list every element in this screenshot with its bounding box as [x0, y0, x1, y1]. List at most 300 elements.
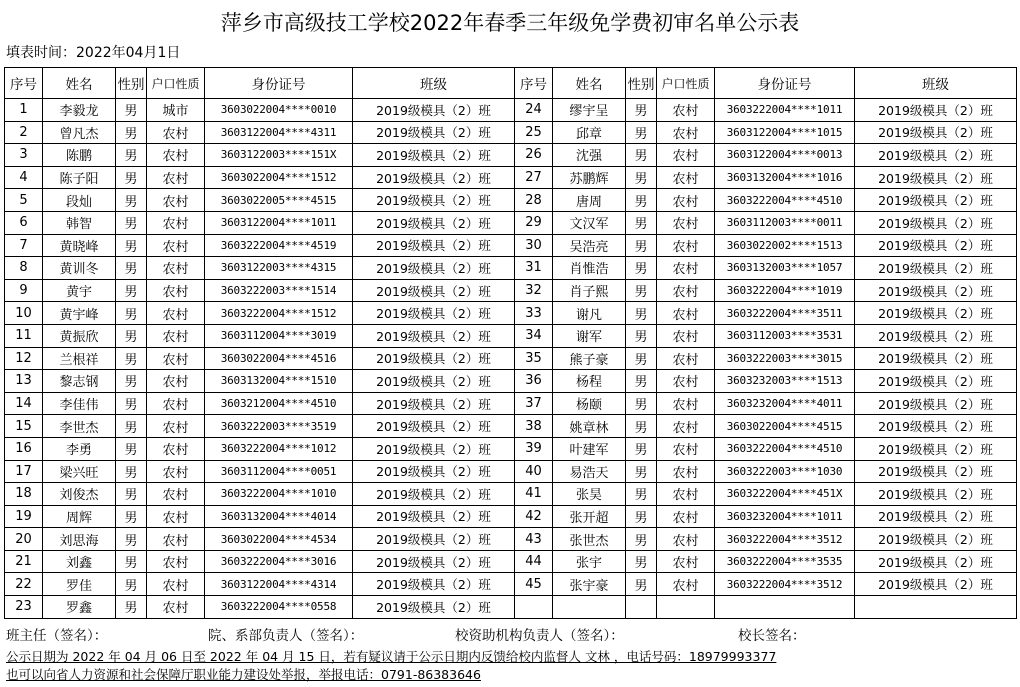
student-name: 肖子熙 [553, 279, 626, 302]
student-name: 韩智 [43, 211, 116, 234]
table-row [5, 483, 1017, 506]
hukou-type: 农村 [657, 370, 715, 393]
table-header-row [5, 68, 1017, 99]
class-name: 2019级模具（2）班 [353, 324, 515, 347]
hukou-type: 农村 [657, 257, 715, 280]
table-row [5, 347, 1017, 370]
row-number: 26 [515, 144, 553, 167]
hukou-type: 农村 [657, 121, 715, 144]
hukou-type: 农村 [147, 189, 205, 212]
hukou-type: 农村 [147, 279, 205, 302]
id-number: 3603222004****3511 [715, 302, 855, 325]
hukou-type: 农村 [147, 121, 205, 144]
id-number: 3603222004****4510 [715, 189, 855, 212]
student-name: 黄振欣 [43, 324, 116, 347]
gender: 男 [116, 550, 147, 573]
student-name: 杨程 [553, 370, 626, 393]
table-row [5, 279, 1017, 302]
id-number: 3603222004****4510 [715, 437, 855, 460]
row-number: 41 [515, 483, 553, 506]
row-number: 39 [515, 437, 553, 460]
id-number: 3603222004****451X [715, 483, 855, 506]
class-name: 2019级模具（2）班 [855, 550, 1017, 573]
class-name: 2019级模具（2）班 [855, 144, 1017, 167]
id-number: 3603222004****1010 [205, 483, 353, 506]
class-name: 2019级模具（2）班 [353, 505, 515, 528]
gender: 男 [626, 505, 657, 528]
student-name: 李毅龙 [43, 99, 116, 122]
gender: 男 [626, 324, 657, 347]
id-number: 3603222004****1019 [715, 279, 855, 302]
gender: 男 [116, 415, 147, 438]
id-number: 3603232004****4011 [715, 392, 855, 415]
id-number: 3603222004****3512 [715, 528, 855, 551]
table-row [5, 392, 1017, 415]
class-name: 2019级模具（2）班 [353, 370, 515, 393]
gender: 男 [116, 573, 147, 596]
hukou-type: 农村 [657, 437, 715, 460]
hukou-type: 农村 [657, 460, 715, 483]
gender: 男 [116, 257, 147, 280]
id-number: 3603122004****1011 [205, 211, 353, 234]
row-number: 22 [5, 573, 43, 596]
id-number: 3603222004****1012 [205, 437, 353, 460]
student-name: 姚章林 [553, 415, 626, 438]
table-body [5, 99, 1017, 619]
hukou-type: 农村 [147, 302, 205, 325]
class-name: 2019级模具（2）班 [855, 528, 1017, 551]
id-number: 3603112004****3019 [205, 324, 353, 347]
class-name: 2019级模具（2）班 [855, 370, 1017, 393]
hukou-type: 农村 [147, 144, 205, 167]
gender: 男 [116, 144, 147, 167]
row-number: 17 [5, 460, 43, 483]
gender: 男 [626, 370, 657, 393]
hukou-type: 农村 [147, 211, 205, 234]
student-name: 叶建军 [553, 437, 626, 460]
row-number: 38 [515, 415, 553, 438]
hukou-type: 农村 [147, 505, 205, 528]
class-name: 2019级模具（2）班 [353, 573, 515, 596]
student-name: 罗鑫 [43, 596, 116, 619]
id-number: 3603122004****0013 [715, 144, 855, 167]
student-name: 杨颐 [553, 392, 626, 415]
class-name: 2019级模具（2）班 [353, 189, 515, 212]
student-name: 李勇 [43, 437, 116, 460]
class-name: 2019级模具（2）班 [855, 347, 1017, 370]
student-name: 李世杰 [43, 415, 116, 438]
gender: 男 [626, 166, 657, 189]
hukou-type: 农村 [147, 483, 205, 506]
row-number: 8 [5, 257, 43, 280]
student-name: 缪宇呈 [553, 99, 626, 122]
id-number: 3603132004****4014 [205, 505, 353, 528]
class-name: 2019级模具（2）班 [855, 121, 1017, 144]
student-name: 李佳伟 [43, 392, 116, 415]
row-number: 30 [515, 234, 553, 257]
hukou-type: 农村 [147, 347, 205, 370]
fill-date: 填表时间：2022年04月1日 [6, 45, 181, 61]
row-number: 21 [5, 550, 43, 573]
gender: 男 [626, 144, 657, 167]
hukou-type: 农村 [657, 505, 715, 528]
hukou-type: 农村 [657, 302, 715, 325]
id-number: 3603112004****0051 [205, 460, 353, 483]
row-number: 45 [515, 573, 553, 596]
hukou-type: 农村 [147, 415, 205, 438]
student-name: 文汉军 [553, 211, 626, 234]
table-row [5, 99, 1017, 122]
class-name: 2019级模具（2）班 [855, 302, 1017, 325]
row-number: 37 [515, 392, 553, 415]
hukou-type: 城市 [147, 99, 205, 122]
row-number: 40 [515, 460, 553, 483]
hukou-type [657, 596, 715, 619]
gender: 男 [116, 189, 147, 212]
id-number: 3603022004****0010 [205, 99, 353, 122]
class-name: 2019级模具（2）班 [353, 257, 515, 280]
gender: 男 [626, 257, 657, 280]
row-number: 1 [5, 99, 43, 122]
gender: 男 [626, 415, 657, 438]
student-name: 刘鑫 [43, 550, 116, 573]
table-row [5, 234, 1017, 257]
student-name: 沈强 [553, 144, 626, 167]
class-name: 2019级模具（2）班 [353, 166, 515, 189]
gender: 男 [116, 437, 147, 460]
student-name: 黎志钢 [43, 370, 116, 393]
roster-table [4, 67, 1017, 619]
id-number: 3603222003****1514 [205, 279, 353, 302]
student-name: 黄训冬 [43, 257, 116, 280]
id-number: 3603232003****1513 [715, 370, 855, 393]
table-row [5, 211, 1017, 234]
row-number: 16 [5, 437, 43, 460]
hukou-type: 农村 [147, 370, 205, 393]
id-number: 3603222003****1030 [715, 460, 855, 483]
class-name: 2019级模具（2）班 [855, 234, 1017, 257]
student-name: 刘思海 [43, 528, 116, 551]
student-name: 黄宇 [43, 279, 116, 302]
id-number: 3603122004****4311 [205, 121, 353, 144]
row-number: 18 [5, 483, 43, 506]
row-number: 33 [515, 302, 553, 325]
class-name: 2019级模具（2）班 [353, 234, 515, 257]
hukou-type: 农村 [657, 550, 715, 573]
class-name: 2019级模具（2）班 [353, 279, 515, 302]
document-title: 萍乡市高级技工学校2022年春季三年级免学费初审名单公示表 [220, 11, 800, 35]
row-number: 3 [5, 144, 43, 167]
row-number: 28 [515, 189, 553, 212]
student-name: 张开超 [553, 505, 626, 528]
hukou-type: 农村 [147, 550, 205, 573]
id-number: 3603132003****1057 [715, 257, 855, 280]
id-number: 3603122003****4315 [205, 257, 353, 280]
principal-signature: 校长签名： [738, 628, 806, 644]
hukou-type: 农村 [657, 347, 715, 370]
row-number: 12 [5, 347, 43, 370]
table-row [5, 415, 1017, 438]
id-number: 3603132004****1510 [205, 370, 353, 393]
row-number: 35 [515, 347, 553, 370]
student-name: 陈鹏 [43, 144, 116, 167]
row-number: 36 [515, 370, 553, 393]
row-number [515, 596, 553, 619]
id-number: 3603222004****3535 [715, 550, 855, 573]
gender: 男 [116, 528, 147, 551]
row-number: 32 [515, 279, 553, 302]
hukou-type: 农村 [657, 189, 715, 212]
class-name: 2019级模具（2）班 [855, 437, 1017, 460]
gender: 男 [116, 302, 147, 325]
class-teacher-signature: 班主任（签名）： [6, 628, 108, 644]
gender: 男 [626, 573, 657, 596]
class-name: 2019级模具（2）班 [353, 550, 515, 573]
id-number: 3603222004****1512 [205, 302, 353, 325]
row-number: 9 [5, 279, 43, 302]
hukou-type: 农村 [147, 166, 205, 189]
gender: 男 [626, 99, 657, 122]
student-name: 邱章 [553, 121, 626, 144]
gender: 男 [626, 550, 657, 573]
row-number: 29 [515, 211, 553, 234]
class-name: 2019级模具（2）班 [353, 437, 515, 460]
gender: 男 [116, 121, 147, 144]
id-number: 3603022002****1513 [715, 234, 855, 257]
student-name: 谢军 [553, 324, 626, 347]
dept-head-signature: 院、系部负责人（签名）： [208, 628, 364, 644]
gender: 男 [116, 505, 147, 528]
student-name: 黄宇峰 [43, 302, 116, 325]
row-number: 10 [5, 302, 43, 325]
class-name: 2019级模具（2）班 [353, 392, 515, 415]
gender: 男 [626, 528, 657, 551]
class-name: 2019级模具（2）班 [855, 166, 1017, 189]
id-number: 3603222004****0558 [205, 596, 353, 619]
notice-line-1: 公示日期为 2022 年 04 月 06 日至 2022 年 04 月 15 日，若有疑议请于公示日期内反馈给校内监督人 文林 ，电话号码：18979993377 [6, 649, 777, 664]
id-number: 3603222004****4519 [205, 234, 353, 257]
row-number: 31 [515, 257, 553, 280]
header-class: 班级 [353, 68, 515, 99]
class-name: 2019级模具（2）班 [353, 144, 515, 167]
hukou-type: 农村 [147, 324, 205, 347]
header-no: 序号 [515, 68, 553, 99]
hukou-type: 农村 [657, 528, 715, 551]
hukou-type: 农村 [657, 166, 715, 189]
table-row [5, 528, 1017, 551]
gender: 男 [626, 483, 657, 506]
class-name: 2019级模具（2）班 [855, 573, 1017, 596]
gender: 男 [626, 279, 657, 302]
student-name: 刘俊杰 [43, 483, 116, 506]
row-number: 25 [515, 121, 553, 144]
hukou-type: 农村 [147, 392, 205, 415]
student-name: 张昊 [553, 483, 626, 506]
class-name: 2019级模具（2）班 [855, 211, 1017, 234]
header-id: 身份证号 [715, 68, 855, 99]
gender: 男 [626, 392, 657, 415]
id-number [715, 596, 855, 619]
table-row [5, 121, 1017, 144]
class-name: 2019级模具（2）班 [855, 324, 1017, 347]
gender: 男 [116, 460, 147, 483]
class-name: 2019级模具（2）班 [353, 528, 515, 551]
table-row [5, 144, 1017, 167]
table-row [5, 324, 1017, 347]
row-number: 44 [515, 550, 553, 573]
table-row [5, 302, 1017, 325]
gender: 男 [116, 347, 147, 370]
gender: 男 [116, 211, 147, 234]
id-number: 3603222003****3519 [205, 415, 353, 438]
row-number: 19 [5, 505, 43, 528]
row-number: 27 [515, 166, 553, 189]
hukou-type: 农村 [657, 483, 715, 506]
gender [626, 596, 657, 619]
hukou-type: 农村 [147, 596, 205, 619]
header-hukou: 户口性质 [147, 68, 205, 99]
gender: 男 [116, 596, 147, 619]
student-name: 曾凡杰 [43, 121, 116, 144]
row-number: 23 [5, 596, 43, 619]
gender: 男 [626, 347, 657, 370]
id-number: 3603112003****3531 [715, 324, 855, 347]
class-name: 2019级模具（2）班 [353, 347, 515, 370]
hukou-type: 农村 [147, 573, 205, 596]
id-number: 3603222004****3512 [715, 573, 855, 596]
class-name: 2019级模具（2）班 [353, 460, 515, 483]
hukou-type: 农村 [147, 234, 205, 257]
id-number: 3603222003****3015 [715, 347, 855, 370]
gender: 男 [116, 370, 147, 393]
id-number: 3603122004****1015 [715, 121, 855, 144]
student-name: 张宇豪 [553, 573, 626, 596]
header-no: 序号 [5, 68, 43, 99]
student-name: 苏鹏辉 [553, 166, 626, 189]
gender: 男 [626, 121, 657, 144]
hukou-type: 农村 [657, 144, 715, 167]
class-name: 2019级模具（2）班 [855, 279, 1017, 302]
row-number: 5 [5, 189, 43, 212]
student-name: 肖惟浩 [553, 257, 626, 280]
row-number: 42 [515, 505, 553, 528]
hukou-type: 农村 [657, 573, 715, 596]
id-number: 3603122004****4314 [205, 573, 353, 596]
class-name: 2019级模具（2）班 [353, 483, 515, 506]
hukou-type: 农村 [147, 460, 205, 483]
class-name: 2019级模具（2）班 [855, 99, 1017, 122]
header-class: 班级 [855, 68, 1017, 99]
id-number: 3603022004****4515 [715, 415, 855, 438]
row-number: 15 [5, 415, 43, 438]
row-number: 43 [515, 528, 553, 551]
id-number: 3603132004****1016 [715, 166, 855, 189]
hukou-type: 农村 [657, 415, 715, 438]
table-row [5, 573, 1017, 596]
id-number: 3603222004****1011 [715, 99, 855, 122]
aid-head-signature: 校资助机构负责人（签名）： [455, 628, 624, 644]
row-number: 2 [5, 121, 43, 144]
row-number: 7 [5, 234, 43, 257]
hukou-type: 农村 [657, 324, 715, 347]
hukou-type: 农村 [657, 211, 715, 234]
id-number: 3603112003****0011 [715, 211, 855, 234]
student-name: 张宇 [553, 550, 626, 573]
class-name: 2019级模具（2）班 [353, 596, 515, 619]
student-name: 陈子阳 [43, 166, 116, 189]
class-name: 2019级模具（2）班 [855, 257, 1017, 280]
header-gender: 性别 [116, 68, 147, 99]
class-name: 2019级模具（2）班 [353, 99, 515, 122]
gender: 男 [626, 234, 657, 257]
gender: 男 [116, 279, 147, 302]
gender: 男 [626, 302, 657, 325]
class-name: 2019级模具（2）班 [353, 302, 515, 325]
id-number: 3603232004****1011 [715, 505, 855, 528]
class-name: 2019级模具（2）班 [353, 211, 515, 234]
hukou-type: 农村 [147, 257, 205, 280]
hukou-type: 农村 [657, 99, 715, 122]
class-name: 2019级模具（2）班 [855, 460, 1017, 483]
id-number: 3603122003****151X [205, 144, 353, 167]
hukou-type: 农村 [657, 234, 715, 257]
student-name: 谢凡 [553, 302, 626, 325]
class-name [855, 596, 1017, 619]
gender: 男 [116, 483, 147, 506]
student-name: 兰根祥 [43, 347, 116, 370]
id-number: 3603212004****4510 [205, 392, 353, 415]
gender: 男 [626, 437, 657, 460]
id-number: 3603222004****3016 [205, 550, 353, 573]
table-row [5, 550, 1017, 573]
header-name: 姓名 [553, 68, 626, 99]
class-name: 2019级模具（2）班 [855, 189, 1017, 212]
row-number: 24 [515, 99, 553, 122]
table-row [5, 166, 1017, 189]
student-name: 吴浩亮 [553, 234, 626, 257]
table-row [5, 370, 1017, 393]
header-hukou: 户口性质 [657, 68, 715, 99]
row-number: 20 [5, 528, 43, 551]
gender: 男 [116, 324, 147, 347]
table-row [5, 596, 1017, 619]
id-number: 3603022004****4534 [205, 528, 353, 551]
hukou-type: 农村 [657, 279, 715, 302]
row-number: 14 [5, 392, 43, 415]
student-name: 梁兴旺 [43, 460, 116, 483]
class-name: 2019级模具（2）班 [855, 392, 1017, 415]
class-name: 2019级模具（2）班 [353, 121, 515, 144]
gender: 男 [116, 166, 147, 189]
row-number: 4 [5, 166, 43, 189]
hukou-type: 农村 [657, 392, 715, 415]
class-name: 2019级模具（2）班 [353, 415, 515, 438]
gender: 男 [626, 189, 657, 212]
hukou-type: 农村 [147, 437, 205, 460]
student-name: 罗佳 [43, 573, 116, 596]
row-number: 13 [5, 370, 43, 393]
row-number: 11 [5, 324, 43, 347]
row-number: 34 [515, 324, 553, 347]
header-id: 身份证号 [205, 68, 353, 99]
class-name: 2019级模具（2）班 [855, 483, 1017, 506]
gender: 男 [626, 211, 657, 234]
student-name: 张世杰 [553, 528, 626, 551]
gender: 男 [116, 392, 147, 415]
table-row [5, 189, 1017, 212]
student-name: 熊子豪 [553, 347, 626, 370]
table-row [5, 460, 1017, 483]
